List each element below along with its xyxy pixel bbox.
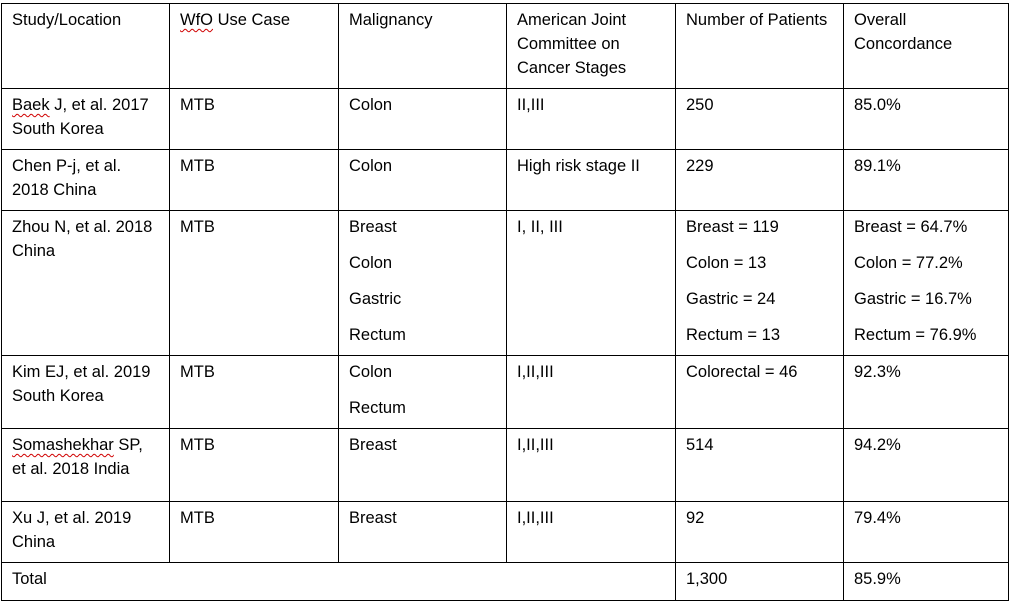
malignancy-cell [339, 502, 507, 563]
patients-cell [676, 502, 844, 563]
patients-item: Breast = 119 [686, 218, 779, 236]
header-patients: Number of Patients [676, 4, 844, 89]
concordance-cell [844, 429, 1009, 502]
header-use-case-abbrev: WfO [180, 11, 213, 29]
study-citation: Zhou N, et al. 2018 China [12, 218, 153, 260]
malignancy-item: Breast [349, 509, 397, 527]
malignancy-cell [339, 429, 507, 502]
study-location-cell [2, 89, 170, 150]
malignancy-cell [339, 211, 507, 356]
malignancy-item: Breast [349, 218, 397, 236]
study-author-name: Baek [12, 96, 50, 114]
malignancy-item: Colon [349, 254, 393, 272]
concordance-item: Rectum = 76.9% [854, 326, 977, 344]
malignancy-item: Colon [349, 363, 393, 381]
concordance-cell [844, 356, 1009, 429]
study-location-cell [2, 211, 170, 356]
malignancy-item: Rectum [349, 399, 406, 417]
use-case-cell: MTB [170, 150, 339, 211]
concordance-cell [844, 150, 1009, 211]
patients-cell [676, 356, 844, 429]
study-location-cell [2, 150, 170, 211]
patients-item: Colon = 13 [686, 254, 767, 272]
concordance-item: 85.0% [854, 96, 901, 114]
header-study: Study/Location [2, 4, 170, 89]
stages-cell: High risk stage II [507, 150, 676, 211]
study-location-cell [2, 356, 170, 429]
header-use-case-rest: Use Case [213, 11, 291, 29]
concordance-item: 94.2% [854, 436, 901, 454]
patients-cell [676, 211, 844, 356]
study-citation: Chen P-j, et al. 2018 China [12, 157, 122, 199]
concordance-item: Colon = 77.2% [854, 254, 963, 272]
use-case-cell: MTB [170, 429, 339, 502]
header-use-case [170, 4, 339, 89]
patients-item: 92 [686, 509, 705, 527]
table-row [2, 429, 1009, 502]
concordance-cell [844, 89, 1009, 150]
malignancy-item: Rectum [349, 326, 406, 344]
header-ajcc-stages: American Joint Committee on Cancer Stages [507, 4, 676, 89]
total-row [2, 563, 1009, 601]
total-label: Total [2, 563, 676, 601]
stages-cell: I,II,III [507, 356, 676, 429]
patients-cell [676, 429, 844, 502]
total-patients: 1,300 [676, 563, 844, 601]
patients-item: 250 [686, 96, 714, 114]
study-location-cell [2, 429, 170, 502]
malignancy-cell [339, 150, 507, 211]
header-row [2, 4, 1009, 89]
stages-cell: I,II,III [507, 502, 676, 563]
header-concordance: Overall Concordance [844, 4, 1009, 89]
concordance-item: Gastric = 16.7% [854, 290, 972, 308]
concordance-item: 89.1% [854, 157, 901, 175]
study-citation: Kim EJ, et al. 2019 South Korea [12, 363, 151, 405]
table-row [2, 211, 1009, 356]
table-row [2, 150, 1009, 211]
stages-cell: I, II, III [507, 211, 676, 356]
patients-cell [676, 89, 844, 150]
table-row [2, 89, 1009, 150]
study-citation: SP, et al. 2018 India [12, 436, 143, 478]
malignancy-item: Colon [349, 157, 393, 175]
concordance-cell [844, 211, 1009, 356]
use-case-cell: MTB [170, 89, 339, 150]
patients-item: 514 [686, 436, 714, 454]
malignancy-cell [339, 89, 507, 150]
study-citation: Xu J, et al. 2019 China [12, 509, 132, 551]
stages-cell: II,III [507, 89, 676, 150]
table-row [2, 502, 1009, 563]
malignancy-item: Gastric [349, 290, 402, 308]
concordance-item: 92.3% [854, 363, 901, 381]
patients-item: Gastric = 24 [686, 290, 776, 308]
concordance-item: 79.4% [854, 509, 901, 527]
patients-item: Colorectal = 46 [686, 363, 798, 381]
patients-item: Rectum = 13 [686, 326, 781, 344]
study-author-name: Somashekhar [12, 436, 114, 454]
stages-cell: I,II,III [507, 429, 676, 502]
use-case-cell: MTB [170, 502, 339, 563]
use-case-cell: MTB [170, 356, 339, 429]
concordance-item: Breast = 64.7% [854, 218, 968, 236]
total-concordance: 85.9% [844, 563, 1009, 601]
concordance-cell [844, 502, 1009, 563]
table-row [2, 356, 1009, 429]
study-citation: J, et al. 2017 South Korea [12, 96, 149, 138]
malignancy-cell [339, 356, 507, 429]
use-case-cell: MTB [170, 211, 339, 356]
malignancy-item: Breast [349, 436, 397, 454]
malignancy-item: Colon [349, 96, 393, 114]
patients-item: 229 [686, 157, 714, 175]
header-malignancy: Malignancy [339, 4, 507, 89]
patients-cell [676, 150, 844, 211]
studies-table [1, 3, 1009, 601]
study-location-cell [2, 502, 170, 563]
